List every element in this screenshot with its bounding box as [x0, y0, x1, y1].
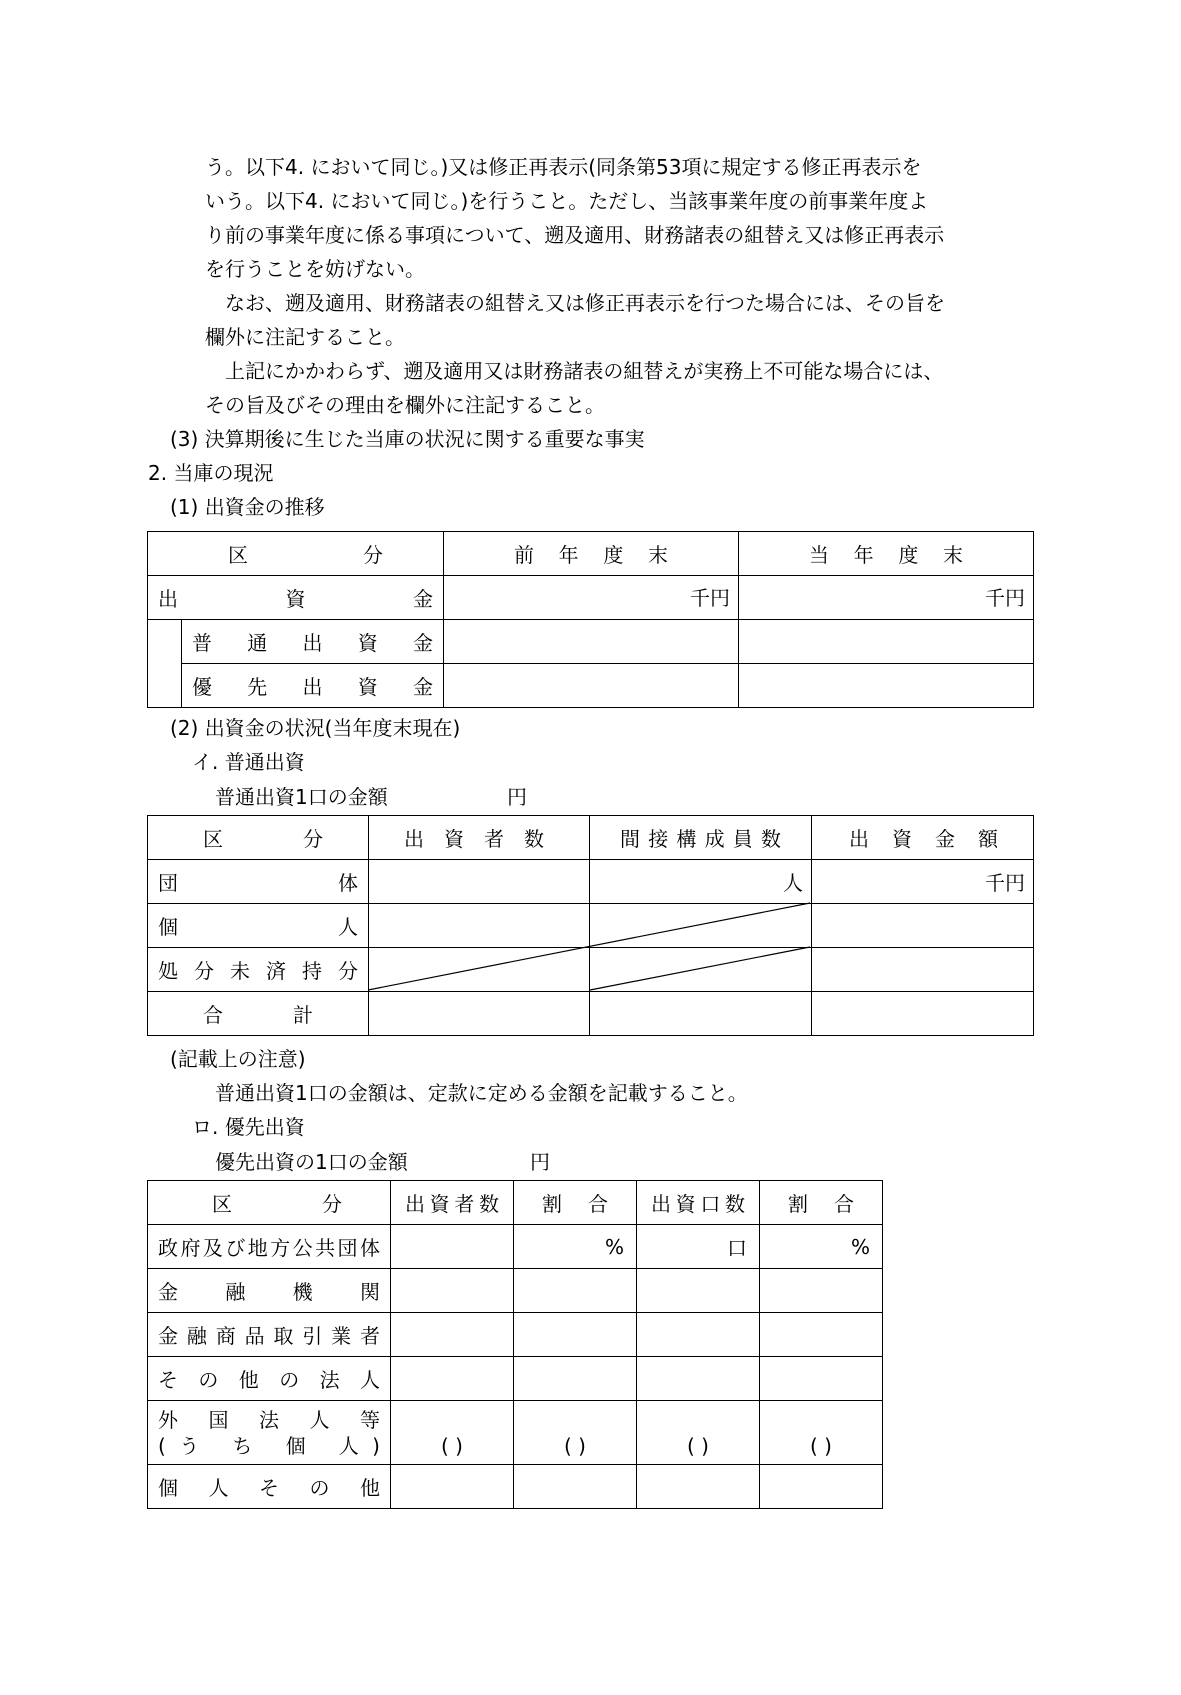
cell-empty [637, 1465, 760, 1509]
cell-empty [369, 860, 590, 904]
cell-empty [369, 992, 590, 1036]
item-3-heading: (3) 決算期後に生じた当庫の状況に関する重要な事実 [170, 427, 645, 451]
unit-percent: % [760, 1225, 883, 1269]
header-curr-year: 当 年 度 末 [809, 543, 964, 567]
cell-empty [391, 1465, 514, 1509]
cell-empty [812, 904, 1034, 948]
row-foreign-corporations: 外 国 法 人 等 [158, 1407, 380, 1432]
cell-empty [514, 1269, 637, 1313]
unit-percent: % [514, 1225, 637, 1269]
header-capital-amount: 出 資 金 額 [849, 827, 998, 851]
cell-empty [739, 664, 1034, 708]
header-units: 出資口数 [651, 1192, 745, 1216]
sub-i-heading: イ. 普通出資 [192, 750, 305, 774]
unit-thousand-yen: 千円 [444, 576, 739, 620]
cell-empty [444, 620, 739, 664]
paragraph-line-6: 欄外に注記すること。 [205, 325, 405, 349]
row-other-corporations: そ の 他 の 法 人 [158, 1368, 380, 1392]
cell-empty [391, 1313, 514, 1357]
cell-empty [514, 1357, 637, 1401]
cell-empty [444, 664, 739, 708]
cell-empty [514, 1465, 637, 1509]
paragraph-line-4: を行うことを妨げない。 [205, 257, 425, 281]
cell-empty [760, 1357, 883, 1401]
row-individual: 個 人 [158, 915, 358, 939]
common-capital-table [147, 815, 1034, 1036]
cell-empty [760, 1465, 883, 1509]
sub-ro-heading: ロ. 優先出資 [192, 1115, 305, 1139]
cell-empty [391, 1269, 514, 1313]
cell-empty [590, 992, 812, 1036]
unit-kuchi: 口 [637, 1225, 760, 1269]
section-2-heading: 2. 当庫の現況 [148, 461, 274, 485]
indent-cell [148, 664, 182, 708]
paragraph-line-3: り前の事業年度に係る事項について、遡及適用、財務諸表の組替え又は修正再表示 [205, 223, 945, 247]
paren-cell: ( ) [760, 1401, 883, 1465]
cell-empty [812, 992, 1034, 1036]
cell-empty [391, 1225, 514, 1269]
paragraph-line-7: 上記にかかわらず、遡及適用又は財務諸表の組替えが実務上不可能な場合には、 [225, 359, 944, 383]
preferred-capital-table [147, 1180, 883, 1509]
unit-person: 人 [590, 860, 812, 904]
header-kubun: 区 分 [228, 543, 384, 567]
row-organization: 団 体 [158, 871, 358, 895]
cell-empty [637, 1269, 760, 1313]
cell-empty [812, 948, 1034, 992]
cell-empty [760, 1313, 883, 1357]
preferred-unit-yen: 円 [530, 1150, 550, 1174]
cell-empty [637, 1313, 760, 1357]
paren-cell: ( ) [391, 1401, 514, 1465]
cell-empty [760, 1269, 883, 1313]
row-securities-firms: 金融商品取引業者 [158, 1324, 380, 1348]
paragraph-line-1: う。以下4. において同じ。)又は修正再表示(同条第53項に規定する修正再表示を [205, 155, 922, 179]
note-text: 普通出資1口の金額は、定款に定める金額を記載すること。 [215, 1081, 748, 1105]
header-ratio: 割 合 [788, 1192, 854, 1216]
header-prev-year: 前 年 度 末 [514, 543, 669, 567]
item-1-heading: (1) 出資金の推移 [170, 495, 325, 519]
header-investors: 出資者数 [405, 1192, 499, 1216]
row-total: 合 計 [203, 1003, 313, 1027]
cell-empty [590, 904, 812, 948]
cell-empty [369, 904, 590, 948]
row-preferred-capital: 優 先 出 資 金 [192, 675, 434, 699]
unit-thousand-yen: 千円 [812, 860, 1034, 904]
paragraph-line-8: その旨及びその理由を欄外に注記すること。 [205, 393, 605, 417]
header-indirect-members: 間接構成員数 [620, 827, 781, 851]
capital-trend-table [147, 531, 1034, 708]
cell-empty [514, 1313, 637, 1357]
row-individuals-other: 個 人 そ の 他 [158, 1476, 380, 1500]
cell-empty [391, 1357, 514, 1401]
common-unit-amount-label: 普通出資1口の金額 [215, 785, 388, 809]
cell-empty [369, 948, 590, 992]
indent-cell [148, 620, 182, 664]
header-ratio: 割 合 [542, 1192, 608, 1216]
common-unit-yen: 円 [507, 785, 527, 809]
row-foreign-individuals: (う ち 個 人) [158, 1433, 380, 1458]
unit-thousand-yen: 千円 [739, 576, 1034, 620]
paren-cell: ( ) [514, 1401, 637, 1465]
item-2-heading: (2) 出資金の状況(当年度末現在) [170, 716, 461, 740]
cell-empty [637, 1357, 760, 1401]
header-kubun: 区 分 [203, 827, 323, 851]
paragraph-line-5: なお、遡及適用、財務諸表の組替え又は修正再表示を行つた場合には、その旨を [225, 291, 945, 315]
paragraph-line-2: いう。以下4. において同じ。)を行うこと。ただし、当該事業年度の前事業年度よ [205, 189, 929, 213]
row-government: 政府及び地方公共団体 [158, 1236, 380, 1260]
note-title: (記載上の注意) [170, 1047, 306, 1071]
header-investors: 出 資 者 数 [404, 827, 544, 851]
row-total-capital: 出 資 金 [158, 587, 434, 611]
header-kubun: 区 分 [212, 1192, 342, 1216]
paren-cell: ( ) [637, 1401, 760, 1465]
preferred-unit-amount-label: 優先出資の1口の金額 [215, 1150, 408, 1174]
cell-empty [590, 948, 812, 992]
cell-empty [739, 620, 1034, 664]
row-common-capital: 普 通 出 資 金 [192, 631, 434, 655]
row-undisposed-shares: 処分未済持分 [158, 959, 358, 983]
row-financial-institutions: 金 融 機 関 [158, 1280, 380, 1304]
